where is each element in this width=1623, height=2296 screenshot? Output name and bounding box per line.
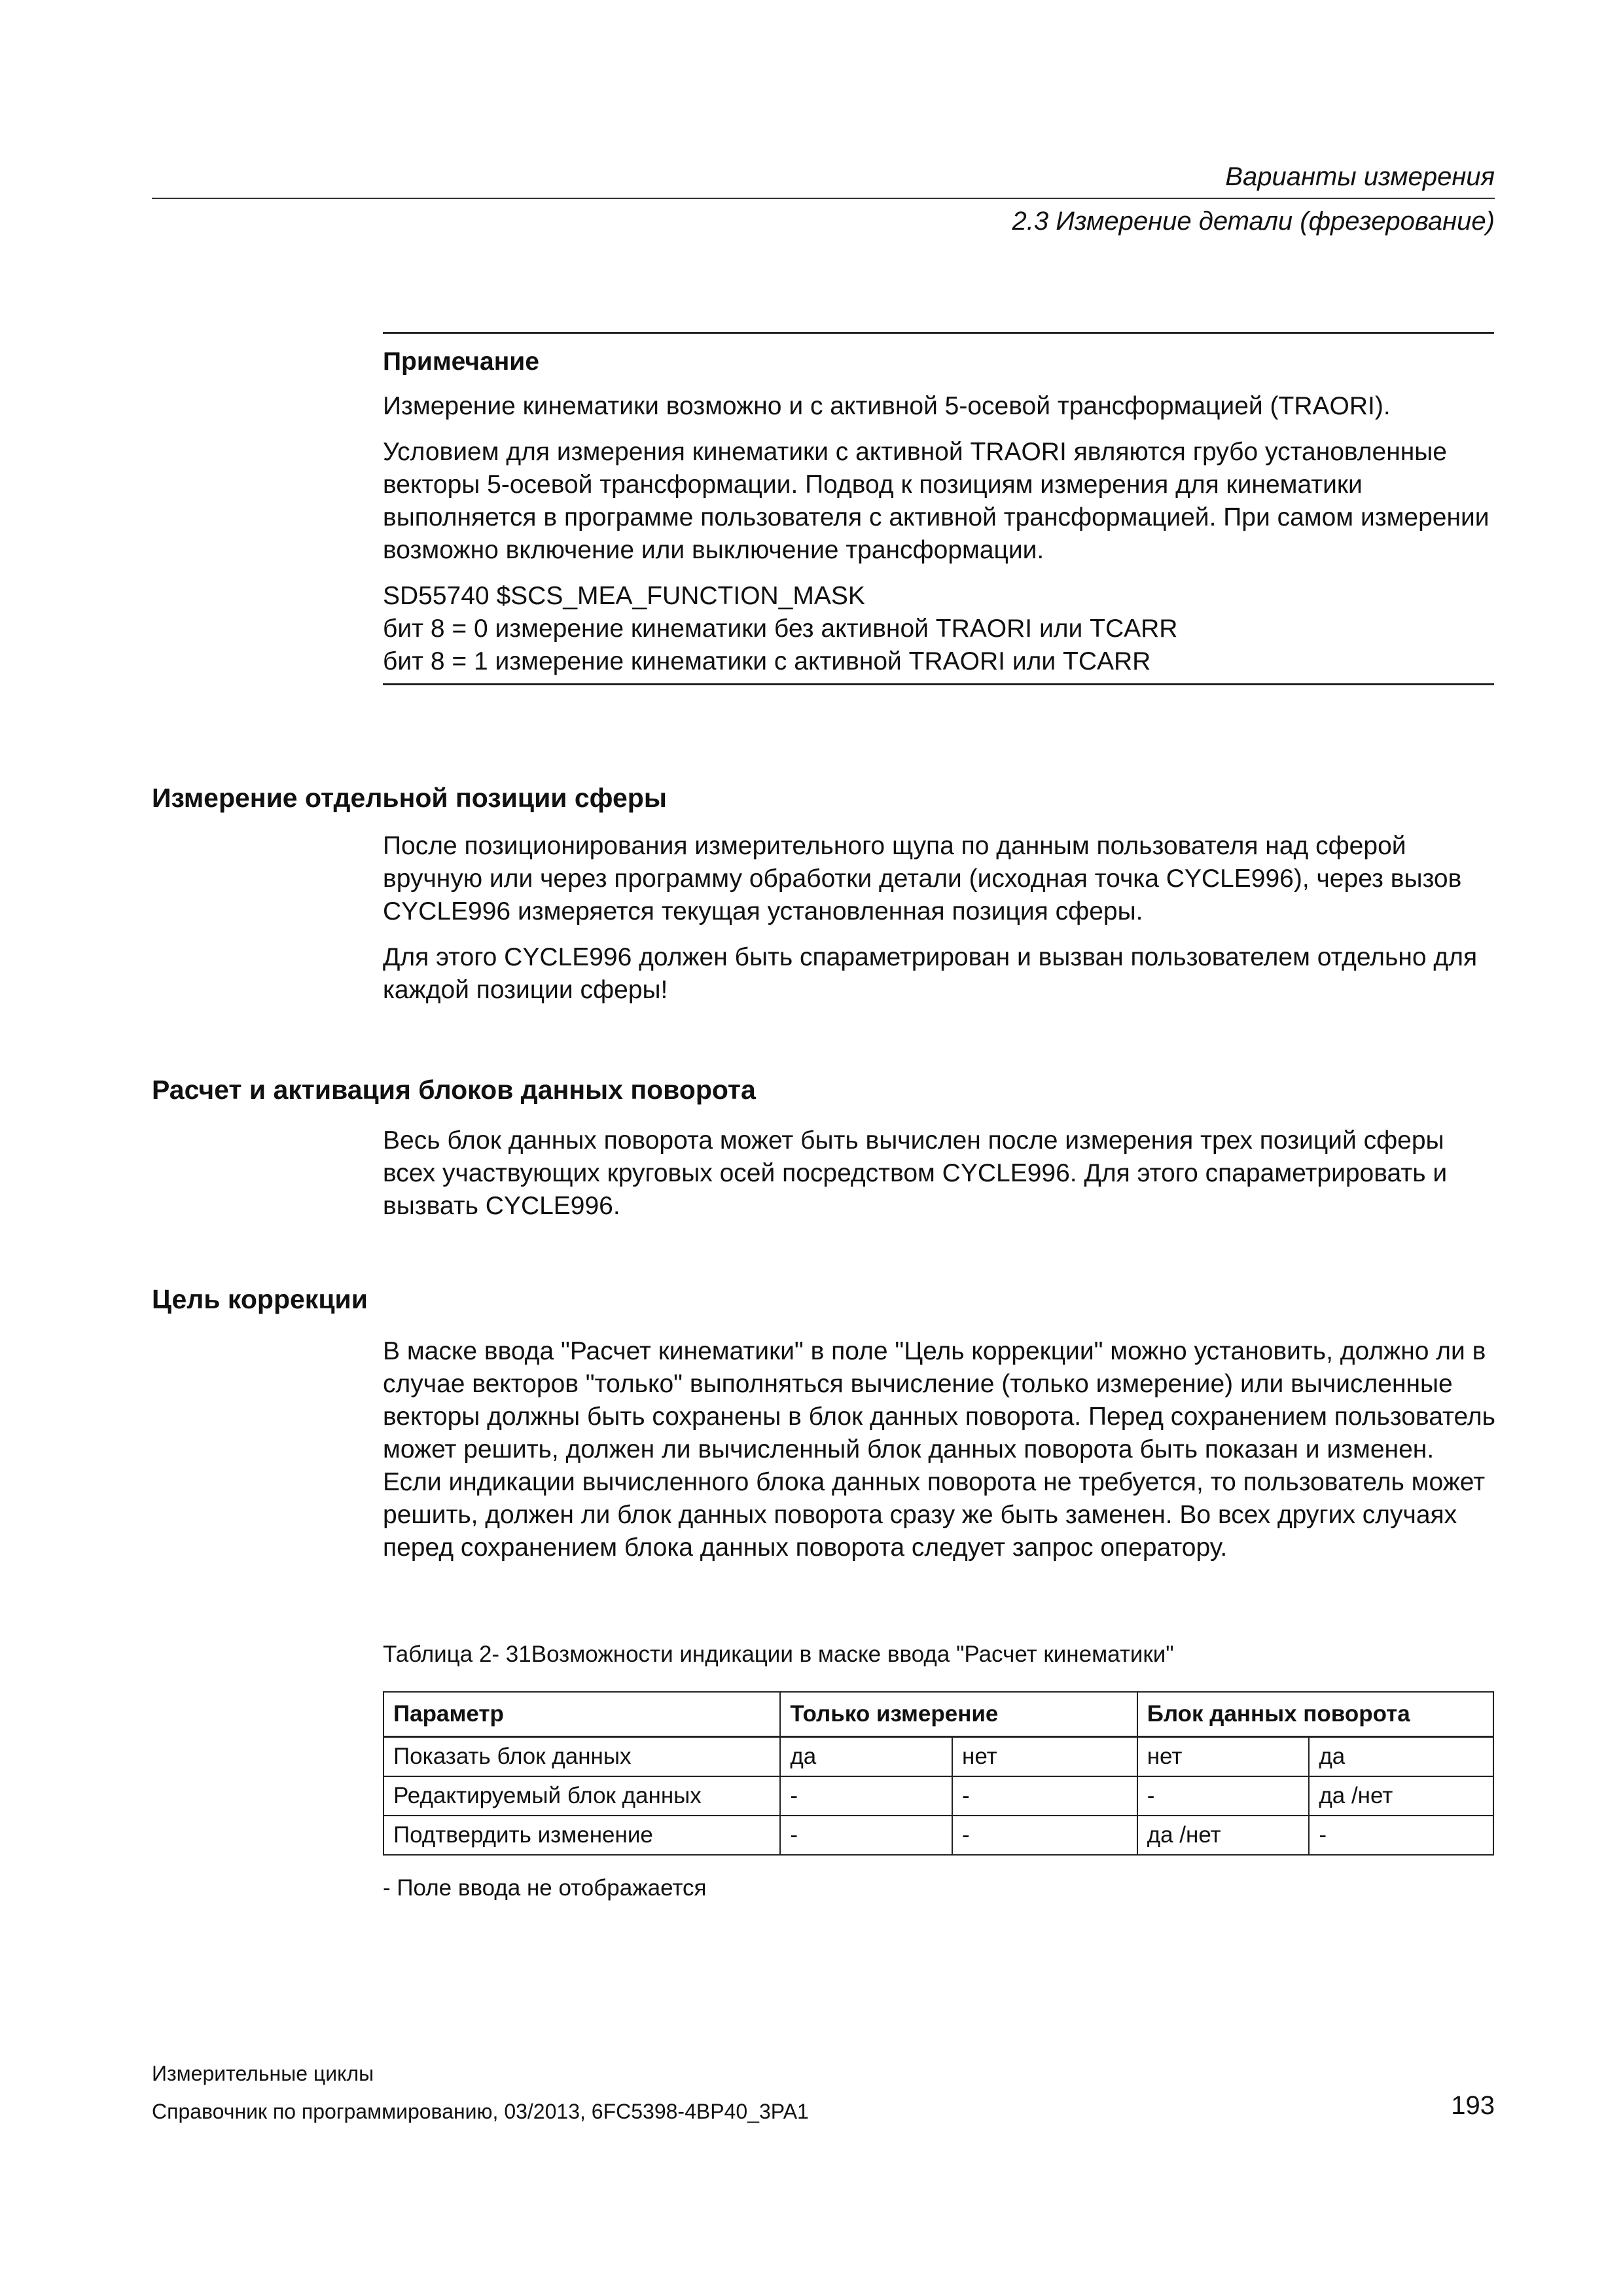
header-rule	[152, 198, 1495, 199]
note-code-line-1: SD55740 $SCS_MEA_FUNCTION_MASK	[383, 582, 865, 610]
table-cell: да	[1309, 1736, 1493, 1776]
section3-paragraph-1: В маске ввода "Расчет кинематики" в поле "Цель коррекции" можно установить, должно ли в случае векторов "только" выполняться вычисление (только измерение) или вычисленные векторы должны быть сохранены в блок данных поворота. Перед сохранением пользователь может решить, должен ли вычисленный блок данных поворота быть показан и изменен. Если индикации вычисленного блока данных поворота не требуется, то пользователь может решить, должен ли блок данных поворота сразу же быть заменен. Во всех других случаях перед сохранением блока данных поворота следует запрос оператору.	[383, 1337, 1495, 1562]
section-heading-sphere-position: Измерение отдельной позиции сферы	[152, 783, 667, 813]
footer-book-title: Измерительные циклы	[152, 2062, 374, 2085]
table-cell: нет	[1137, 1736, 1310, 1776]
table-cell: да /нет	[1309, 1776, 1493, 1816]
table-row	[383, 1736, 1493, 1776]
table-cell: -	[780, 1776, 952, 1816]
page-number: 193	[1451, 2091, 1495, 2120]
note-paragraph-2: Условием для измерения кинематики с активной TRAORI являются грубо установленные векторы 5-осевой трансформации. Подвод к позициям измерения для кинематики выполняется в программе пользователя с активной трансформацией. При самом измерении возможно включение или выключение трансформации.	[383, 438, 1489, 564]
section2-paragraph-1: Весь блок данных поворота может быть вычислен после измерения трех позиций сферы всех участвующих круговых осей посредством CYCLE996. Для этого спараметрировать и вызвать CYCLE996.	[383, 1126, 1448, 1220]
note-code-line-2: бит 8 = 0 измерение кинематики без активной TRAORI или TCARR	[383, 615, 1178, 643]
table-cell: -	[1137, 1776, 1310, 1816]
table-cell: -	[780, 1816, 952, 1855]
table-cell: -	[952, 1816, 1137, 1855]
table-header-cell: Блок данных поворота	[1137, 1692, 1493, 1736]
table-cell: Редактируемый блок данных	[383, 1776, 780, 1816]
footer-doc-reference: Справочник по программированию, 03/2013, 6FC5398-4BP40_3PA1	[152, 2100, 809, 2123]
table-cell: -	[1309, 1816, 1493, 1855]
table-caption: Таблица 2- 31Возможности индикации в маске ввода "Расчет кинематики"	[383, 1641, 1174, 1667]
table-header-row	[383, 1692, 1493, 1736]
table-header-cell: Только измерение	[780, 1692, 1137, 1736]
table-header-cell: Параметр	[383, 1692, 780, 1736]
table-cell: Показать блок данных	[383, 1736, 780, 1776]
section-body-rotation-data	[383, 1124, 1495, 1236]
table-row	[383, 1776, 1493, 1816]
table-legend: - Поле ввода не отображается	[383, 1875, 707, 1901]
running-header-title: Варианты измерения	[1225, 162, 1495, 191]
section-body-correction-target	[383, 1335, 1495, 1577]
table-cell: да /нет	[1137, 1816, 1310, 1855]
table-row	[383, 1816, 1493, 1855]
section-body-sphere-position	[383, 830, 1495, 1020]
table-cell: нет	[952, 1736, 1137, 1776]
section-heading-rotation-data: Расчет и активация блоков данных поворота	[152, 1075, 756, 1105]
section1-paragraph-2: Для этого CYCLE996 должен быть спараметрирован и вызван пользователем отдельно для каждой позиции сферы!	[383, 943, 1478, 1004]
kinematics-display-table	[383, 1691, 1494, 1856]
section1-paragraph-1: После позиционирования измерительного щупа по данным пользователя над сферой вручную или через программу обработки детали (исходная точка CYCLE996), через вызов CYCLE996 измеряется текущая установленная позиция сферы.	[383, 832, 1462, 925]
note-box	[383, 332, 1494, 685]
note-code-line-3: бит 8 = 1 измерение кинематики с активной TRAORI или TCARR	[383, 647, 1151, 675]
table-cell: да	[780, 1736, 952, 1776]
table-cell: -	[952, 1776, 1137, 1816]
note-paragraph-1: Измерение кинематики возможно и с активной 5-осевой трансформацией (TRAORI).	[383, 392, 1391, 420]
section-heading-correction-target: Цель коррекции	[152, 1284, 368, 1314]
table-cell: Подтвердить изменение	[383, 1816, 780, 1855]
note-title: Примечание	[383, 348, 539, 376]
running-header-subtitle: 2.3 Измерение детали (фрезерование)	[1012, 207, 1495, 236]
